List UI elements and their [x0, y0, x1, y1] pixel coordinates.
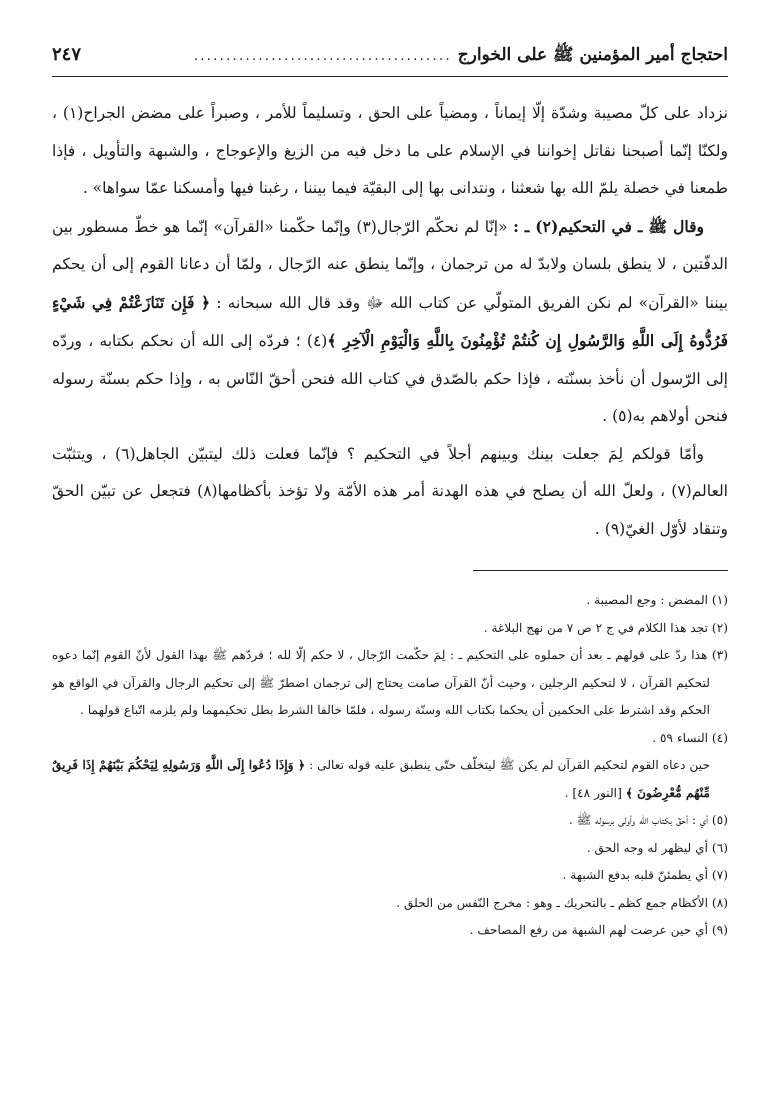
paragraph-2-text-b: (٤) ؛ فردّه إلى الله أن نحكم بكتابه ، وردّه إلى الرّسول أن نأخذ بسنّته ، فإذا حكم بالصّدق في كتاب الله فنحن أحقّ النّاس به ، وإذا حكم بسنّة رسوله فنحن أولاهم به(٥) .	[52, 332, 728, 425]
footnote-6: (٦) أي ليظهر له وجه الحق .	[586, 840, 728, 855]
paragraph-2	[52, 208, 728, 436]
paragraph-3: وأمّا قولكم لِمَ جعلت بينك وبينهم أجلاً في التحكيم ؟ فإنّما فعلت ذلك ليتبيّن الجاهل(٦) ، ويتثبّت العالم(٧) ، ولعلّ الله أن يصلح في هذه الهدنة أمر هذه الأمّة ولا تؤخذ بأكظامها(٨) فتجعل عن تبيّن الحقّ وتنقاد لأوّل الغيّ(٩) .	[52, 444, 728, 538]
paragraph-1: نزداد على كلّ مصيبة وشدّة إلّا إيماناً ، ومضياً على الحق ، وتسليماً للأمر ، وصبراً على مضض الجراح(١) ، ولكنّا إنّما أصبحنا نقاتل إخواننا في الإسلام على ما دخل فيه من الزيغ والإعوجاج ، والشبهة والتأويل ، فإذا طمعنا في خصلة يلمّ الله بها شعثنا ، ونتدانى بها إلى البقيّة فيما بيننا ، رغبنا فيها وأمسكنا عمّا سواها» .	[52, 104, 728, 197]
footnote-1: (١) المضض : وجع المصيبة .	[586, 593, 728, 607]
paragraph-2-lead: وقال ﷺ ـ في التحكيم(٢) ـ :	[513, 216, 704, 236]
leader-dots: ........................................	[193, 48, 452, 64]
footnote-9: (٩) أي حين عرضت لهم الشبهة من رفع المصاحف .	[469, 923, 728, 937]
body-text	[52, 95, 728, 548]
footnote-5: (٥) أي : أحقّ بكتاب الله وأولى برسوله ﷺ .	[568, 813, 728, 827]
footnote-4-cont-text-b: [النور ٤٨] .	[564, 785, 622, 800]
footnote-7: (٧) أي يطمئنّ قلبه بدفع الشبهة .	[562, 868, 728, 882]
footnote-separator	[473, 570, 728, 571]
footnote-quran-verse: ﴿ وَإِذَا دُعُوا إِلَى اللَّهِ وَرَسُولِهِ لِيَحْكُمَ بَيْنَهُمْ إِذَا فَرِيقٌ مِّنْهُم مُّعْرِضُونَ ﴾	[52, 758, 710, 800]
page-number: ٢٤٧	[52, 44, 82, 65]
footnote-3: (٣) هذا ردّ على قولهم ـ بعد أن حملوه على التحكيم ـ : لِمَ حكّمت الرّجال ، لا حكم إلّا لله ؛ فردّهم ﷺ بهذا القول لأنّ القوم إنّما دعوه لتحكيم القرآن ، لا لتحكيم الرجلين ، وحيث أنّ القرآن صامت يحتاج إلى ترجمان اضطرّ ﷺ إلى تحكيم الرجال والقرآن في الواقع هو الحكم وقد اشترط على الحكمين أن يحكما بكتاب الله وسنّة رسوله ، فلمّا خالفا الشرط بطل تحكيمهما ولم يلزمه اتّباع قولهما .	[52, 648, 728, 717]
footnote-4-cont-text-a: حين دعاه القوم لتحكيم القرآن لم يكن ﷺ ليتخلّف حتّى ينطبق عليه قوله تعالى :	[309, 758, 710, 772]
footnote-4-continuation	[52, 752, 728, 807]
quran-verse: ﴿ فَإِن تَنَازَعْتُمْ فِي شَيْءٍ فَرُدُّوهُ إِلَى اللَّهِ وَالرَّسُولِ إِن كُنتُمْ تُؤْمِنُونَ بِاللَّهِ وَالْيَوْمِ الْآخِرِ ﴾	[52, 292, 728, 350]
footnote-4: (٤) النساء ٥٩ .	[652, 730, 728, 745]
running-title: احتجاج أمير المؤمنين ﷺ على الخوارج	[457, 45, 728, 65]
running-header	[52, 44, 728, 77]
paragraph-2-text-a: «إنّا لم نحكّم الرّجال(٣) وإنّما حكّمنا «القرآن» إنّما هو خطّ مسطور بين الدفّتين ، لا ينطق بلسان ولابدّ له من ترجمان ، وإنّما ينطق عنه الرّجال ، ولمّا أن دعانا القوم إلى أن يحكم بيننا «القرآن» لم نكن الفريق المتولّي عن كتاب الله ﷻ وقد قال الله سبحانه :	[52, 217, 728, 312]
book-page	[52, 44, 728, 945]
footnote-8: (٨) الأكظام جمع كظم ـ بالتحريك ـ وهو : مخرج النّفس من الحلق .	[396, 895, 728, 910]
footnote-2: (٢) تجد هذا الكلام في ج ٢ ص ٧ من نهج البلاغة .	[483, 620, 728, 635]
footnotes	[52, 587, 728, 945]
